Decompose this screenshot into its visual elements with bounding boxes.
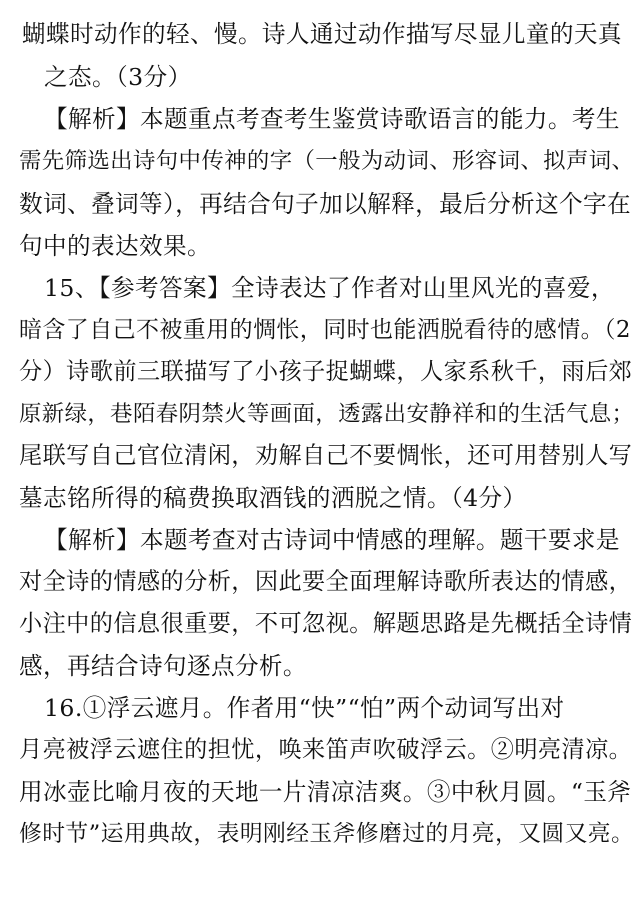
text-line: 数词、叠词等），再结合句子加以解释，最后分析这个字在 xyxy=(19,190,632,218)
text-line: 蝴蝶时动作的轻、慢。诗人通过动作描写尽显儿童的天真 xyxy=(22,20,622,48)
text-line: 对全诗的情感的分析，因此要全面理解诗歌所表达的情感， xyxy=(19,568,633,595)
text-line: 用冰壶比喻月夜的天地一片清凉洁爽。③中秋月圆。“玉斧 xyxy=(19,778,632,806)
text-line: 【解析】本题考查对古诗词中情感的理解。题干要求是 xyxy=(44,526,620,554)
text-line: 修时节”运用典故，表明刚经玉斧修磨过的月亮，又圆又亮。 xyxy=(19,821,634,847)
text-line: 小注中的信息很重要，不可忽视。解题思路是先概括全诗情 xyxy=(19,610,633,637)
text-line: 之态。（3分） xyxy=(44,63,192,91)
text-line: 需先筛选出诗句中传神的字（一般为动词、形容词、拟声词、 xyxy=(19,148,634,174)
text-line: 【解析】本题重点考查考生鉴赏诗歌语言的能力。考生 xyxy=(44,105,620,133)
text-line: 原新绿，巷陌春阴禁火等画面，透露出安静祥和的生活气息； xyxy=(19,401,634,427)
text-line: 句中的表达效果。 xyxy=(19,232,211,260)
text-line: 尾联写自己官位清闲，劝解自己不要惆怅，还可用替别人写 xyxy=(19,442,633,469)
text-line: 墓志铭所得的稿费换取酒钱的洒脱之情。（4分） xyxy=(19,484,527,512)
text-line: 月亮被浮云遮住的担忧，唤来笛声吹破浮云。②明亮清凉。 xyxy=(19,736,633,763)
text-line: 15、【参考答案】全诗表达了作者对山里风光的喜爱， xyxy=(44,274,615,302)
text-line: 16.①浮云遮月。作者用“快”“怕”两个动词写出对 xyxy=(44,694,565,722)
text-line: 分）诗歌前三联描写了小孩子捉蝴蝶，人家系秋千，雨后郊 xyxy=(19,358,633,385)
text-line: 暗含了自己不被重用的惆怅，同时也能洒脱看待的感情。（2 xyxy=(19,317,631,343)
text-line: 感，再结合诗句逐点分析。 xyxy=(19,652,307,680)
